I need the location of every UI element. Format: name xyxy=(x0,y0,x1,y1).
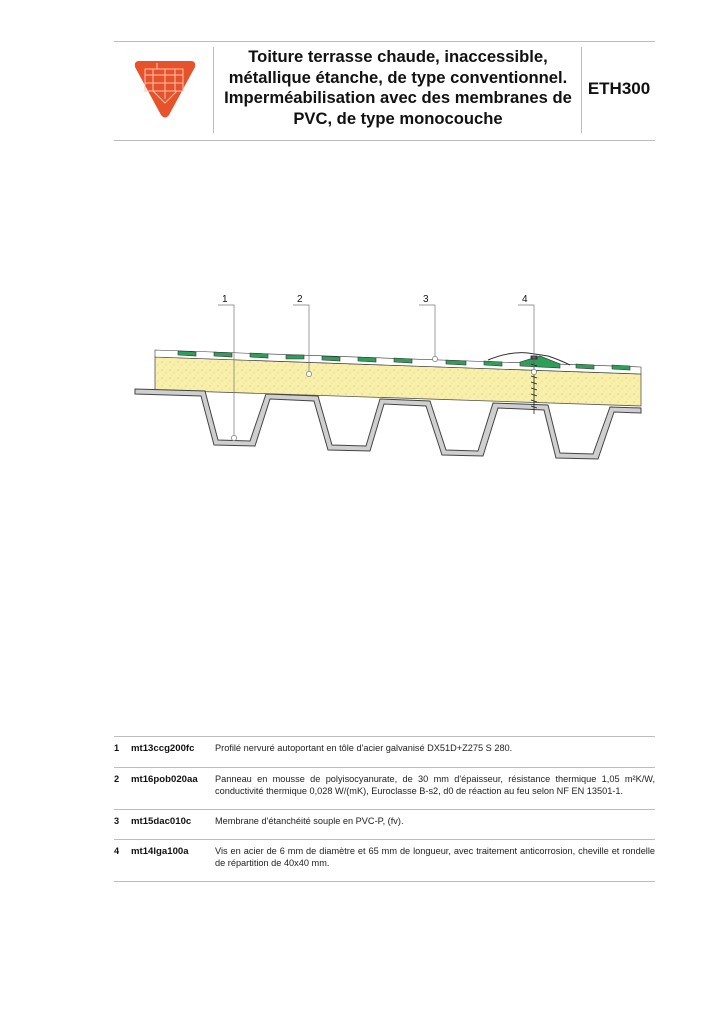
header-divider-left xyxy=(213,47,214,133)
callout-3: 3 xyxy=(423,294,429,305)
callout-3-leader xyxy=(419,305,435,358)
callout-4: 4 xyxy=(522,294,528,305)
legend-number: 3 xyxy=(114,816,120,826)
callout-2: 2 xyxy=(297,294,303,305)
legend-number: 1 xyxy=(114,743,120,753)
legend-code: mt15dac010c xyxy=(131,816,192,827)
legend-code: mt13ccg200fc xyxy=(131,743,195,754)
legend-row xyxy=(114,768,655,810)
legend-description: Panneau en mousse de polyisocyanurate, de 30 mm d'épaisseur, résistance thermique 1,05 m²K/W, conductivité thermique 0,028 W/(mK), Euroclasse B-s2, d0 de réaction au feu selon NF EN 13501-1. xyxy=(215,774,655,796)
document-code: ETH300 xyxy=(587,79,651,98)
header-bottom-rule xyxy=(114,140,655,141)
header-divider-right xyxy=(581,47,582,133)
legend-row xyxy=(114,810,655,840)
legend-row xyxy=(114,737,655,768)
roof-section-drawing xyxy=(0,280,724,480)
legend-description: Vis en acier de 6 mm de diamètre et 65 mm de longueur, avec traitement anticorrosion, cheville et rondelle de répartition de 40x40 mm. xyxy=(215,846,655,868)
legend-row xyxy=(114,840,655,882)
callout-1: 1 xyxy=(222,294,228,305)
legend-code: mt16pob020aa xyxy=(131,774,198,785)
legend-description: Membrane d'étanchéité souple en PVC-P, (fv). xyxy=(215,816,404,826)
company-logo xyxy=(133,59,197,119)
legend-code: mt14lga100a xyxy=(131,846,189,857)
page-title: Toiture terrasse chaude, inaccessible, métallique étanche, de type conventionnel. Imperméabilisation avec des membranes de PVC, de type monocouche xyxy=(224,47,572,128)
legend-description: Profilé nervuré autoportant en tôle d'acier galvanisé DX51D+Z275 S 280. xyxy=(215,743,513,753)
legend-number: 2 xyxy=(114,774,120,784)
legend-number: 4 xyxy=(114,846,120,856)
header-top-rule xyxy=(114,41,655,42)
legend-table xyxy=(114,736,655,882)
